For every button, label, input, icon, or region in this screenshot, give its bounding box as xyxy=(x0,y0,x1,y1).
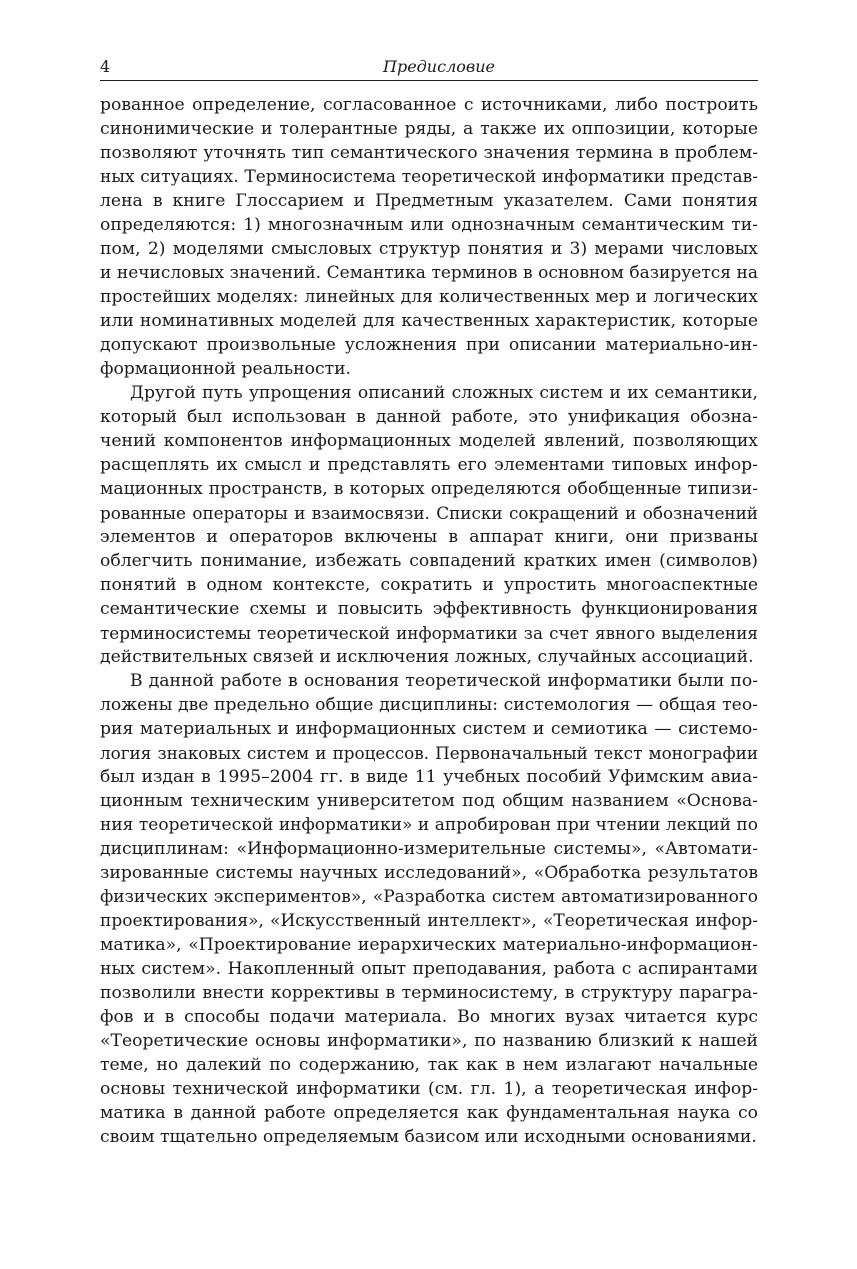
text-line: синонимические и толерантные ряды, а также их оппозиции, которые xyxy=(100,119,758,139)
text-line: дисциплинам: «Информационно-измерительные системы», «Автомати- xyxy=(100,839,758,859)
text-line: формационной реальности. xyxy=(100,359,352,379)
text-line: основы технической информатики (см. гл. 1), а теоретическая инфор- xyxy=(100,1079,758,1099)
text-line: ных ситуациях. Терминосистема теоретической информатики представ- xyxy=(100,167,758,187)
text-line: позволили внести коррективы в терминосистему, в структуру парагра- xyxy=(100,983,758,1003)
text-line: расщеплять их смысл и представлять его элементами типовых инфор- xyxy=(100,455,758,475)
text-line: ложены две предельно общие дисциплины: системология — общая тео- xyxy=(100,695,758,715)
text-line: чений компонентов информационных моделей явлений, позволяющих xyxy=(100,431,758,451)
text-line: логия знаковых систем и процессов. Первоначальный текст монографии xyxy=(100,743,758,763)
text-line: теме, но далекий по содержанию, так как в нем излагают начальные xyxy=(100,1055,758,1075)
text-line: зированные системы научных исследований», «Обработка результатов xyxy=(100,863,758,883)
paragraph xyxy=(100,93,758,381)
text-line: фов и в способы подачи материала. Во многих вузах читается курс xyxy=(100,1007,758,1027)
running-header xyxy=(100,56,758,81)
text-line: ния теоретической информатики» и апробирован при чтении лекций по xyxy=(100,815,758,835)
text-line: своим тщательно определяемым базисом или исходными основаниями. xyxy=(100,1127,757,1147)
paragraph xyxy=(100,381,758,669)
text-line: физических экспериментов», «Разработка систем автоматизированного xyxy=(100,887,758,907)
text-line: рованное определение, согласованное с источниками, либо построить xyxy=(100,95,758,115)
text-line: и нечисловых значений. Семантика терминов в основном базируется на xyxy=(100,263,758,283)
document-page xyxy=(100,56,758,1149)
text-line: позволяют уточнять тип семантического значения термина в проблем- xyxy=(100,143,758,163)
text-line: «Теоретические основы информатики», по названию близкий к нашей xyxy=(100,1031,758,1051)
text-line: семантические схемы и повысить эффективность функционирования xyxy=(100,599,758,619)
text-line: элементов и операторов включены в аппарат книги, они призваны xyxy=(100,527,758,547)
text-line: В данной работе в основания теоретической информатики были по- xyxy=(130,671,758,691)
text-line: или номинативных моделей для качественных характеристик, которые xyxy=(100,311,758,331)
body-text xyxy=(100,93,758,1149)
text-line: определяются: 1) многозначным или однозначным семантическим ти- xyxy=(100,215,758,235)
text-line: матика», «Проектирование иерархических материально-информацион- xyxy=(100,935,758,955)
paragraph xyxy=(100,669,758,1149)
text-line: действительных связей и исключения ложных, случайных ассоциаций. xyxy=(100,647,754,667)
text-line: мационных пространств, в которых определяются обобщенные типизи- xyxy=(100,479,758,499)
running-section-title: Предисловие xyxy=(383,57,495,76)
text-line: терминосистемы теоретической информатики за счет явного выделения xyxy=(100,623,758,643)
text-line: простейших моделях: линейных для количественных мер и логических xyxy=(100,287,758,307)
text-line: ционным техническим университетом под общим названием «Основа- xyxy=(100,791,758,811)
text-line: ных систем». Накопленный опыт преподавания, работа с аспирантами xyxy=(100,959,758,979)
text-line: пом, 2) моделями смысловых структур понятия и 3) мерами числовых xyxy=(100,239,758,259)
text-line: который был использован в данной работе, это унификация обозна- xyxy=(100,407,758,427)
text-line: понятий в одном контексте, сократить и упростить многоаспектные xyxy=(100,575,758,595)
text-line: лена в книге Глоссарием и Предметным указателем. Сами понятия xyxy=(100,191,758,211)
text-line: рия материальных и информационных систем и семиотика — системо- xyxy=(100,719,758,739)
text-line: допускают произвольные усложнения при описании материально-ин- xyxy=(100,335,758,355)
page-number: 4 xyxy=(100,57,111,76)
text-line: матика в данной работе определяется как фундаментальная наука со xyxy=(100,1103,758,1123)
text-line: рованные операторы и взаимосвязи. Списки сокращений и обозначений xyxy=(100,503,758,523)
text-line: был издан в 1995–2004 гг. в виде 11 учебных пособий Уфимским авиа- xyxy=(100,767,758,787)
text-line: Другой путь упрощения описаний сложных систем и их семантики, xyxy=(130,383,758,403)
text-line: проектирования», «Искусственный интеллект», «Теоретическая инфор- xyxy=(100,911,758,931)
text-line: облегчить понимание, избежать совпадений кратких имен (символов) xyxy=(100,551,758,571)
